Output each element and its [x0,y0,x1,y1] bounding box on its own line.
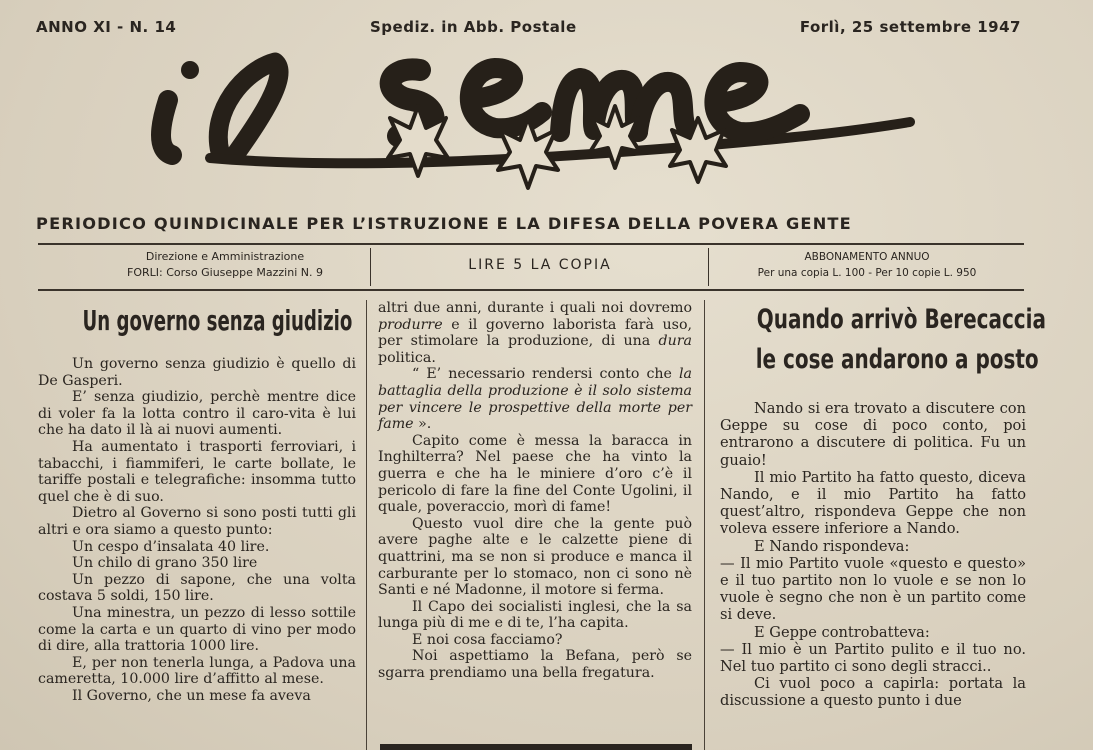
article2-body [378,300,692,682]
copy-price: LIRE 5 LA COPIA [468,257,612,273]
paragraph: Ha aumentato i trasporti ferroviari, i tabacchi, i fiammiferi, le carte bollate, le tariffe postali e telegrafiche: insomma tutto quel che è di suo. [38,438,356,505]
logo-text: il seme [538,208,542,209]
paragraph: E’ senza giudizio, perchè mentre dice di voler fa la lotta contro il caro-vita è lui che ha dato il là ai nuovi aumenti. [38,389,356,439]
direction-label: Direzione e Amministrazione [145,250,305,263]
subscription-prices: Per una copia L. 100 - Per 10 copie L. 950 [757,267,977,279]
paragraph: Noi aspettiamo la Befana, però se sgarra prendiamo una bella fregatura. [378,648,692,682]
paragraph: Il Capo dei socialisti inglesi, che la sa lunga più di me e di te, l’ha capita. [378,598,692,632]
paragraph: Ci vuol poco a capirla: portata la discussione a questo punto i due [720,675,1026,710]
paragraph: Capito come è messa la baracca in Inghilterra? Nel paese che ha vinto la guerra e che ha le miniere d’oro c’è il pericolo di fare la fine del Conte Ugolini, il quale, poveraccio, morì di fame! [378,432,692,516]
paragraph: Una minestra, un pezzo di lesso sottile come la carta e un quarto di vino per modo di dire, alla trattoria 1000 lire. [38,604,356,655]
info-divider [708,248,709,286]
paragraph: Un chilo di grano 350 lire [72,555,258,572]
newspaper-subtitle: PERIODICO QUINDICINALE PER L’ISTRUZIONE E LA DIFESA DELLA POVERA GENTE [36,214,852,233]
article3-body [720,400,1026,710]
paragraph: Il mio Partito ha fatto questo, diceva Nando, e il mio Partito ha fatto quest’altro, rispondeva Geppe che non voleva essere inferiore a Nando. [720,468,1026,538]
article3-title [706,300,1046,380]
paragraph: Nando si era trovato a discutere con Geppe su cose di poco conto, poi entrarono a discutere di politica. Fu un guaio! [720,400,1026,469]
masthead-logo [150,40,930,210]
paragraph: Un governo senza giudizio è quello di De Gasperi. [38,356,356,389]
article3-title-line1: Quando arrivò Berecaccia [756,304,1046,335]
article3-title-line2: le cose andarono a posto [755,344,1039,375]
direction-info [80,249,370,281]
issue-number: ANNO XI - N. 14 [36,18,177,36]
paragraph: altri due anni, durante i quali noi dovremo produrre e il governo laborista farà uso, per stimolare la produzione, di una dura politica. [378,300,692,366]
paragraph: Un pezzo di sapone, che una volta costava 5 soldi, 150 lire. [38,571,356,605]
paragraph: — Il mio Partito vuole «questo e questo» e il tuo partito non lo vuole e se non lo vuole è segno che non è un partito come si deve. [720,554,1026,624]
paragraph: E Geppe controbatteva: [754,623,930,641]
column-bottom-rule [380,744,692,750]
paragraph: E, per non tenerla lunga, a Padova una cameretta, 10.000 lire d’affitto al mese. [38,654,356,688]
article1-title: Un governo senza giudizio [82,304,353,337]
publication-date: Forlì, 25 settembre 1947 [799,18,1021,36]
direction-address: FORLI: Corso Giuseppe Mazzini N. 9 [127,266,323,279]
paragraph: — Il mio è un Partito pulito e il tuo no. Nel tuo partito ci sono degli stracci.. [720,640,1026,676]
subscription-label: ABBONAMENTO ANNUO [804,251,930,263]
article1-body [38,356,356,704]
top-line [36,16,1021,42]
quote-paragraph: “ E’ necessario rendersi conto che la battaglia della produzione è il solo sistema per vincere le prospettive della morte per fame ». [378,366,692,433]
paragraph: E Nando rispondeva: [754,537,910,555]
postal-note: Spediz. in Abb. Postale [370,18,577,36]
paragraph: Un cespo d’insalata 40 lire. [72,538,270,555]
info-box [38,243,1024,291]
column-divider [366,300,367,750]
column-divider [704,300,705,750]
paragraph: Questo vuol dire che la gente può avere paghe alte e le calzette piene di quattrini, ma se non si produce e manca il carburante per lo stomaco, non ci sono nè Santi e né Madonne, il motore si ferma. [378,515,692,599]
subscription-info [710,249,1024,281]
paragraph: E noi cosa facciamo? [412,631,563,648]
paragraph: Il Governo, che un mese fa aveva [72,687,311,704]
paragraph: Dietro al Governo si sono posti tutti gli altri e ora siamo a questo punto: [38,505,356,538]
info-divider [370,248,371,286]
